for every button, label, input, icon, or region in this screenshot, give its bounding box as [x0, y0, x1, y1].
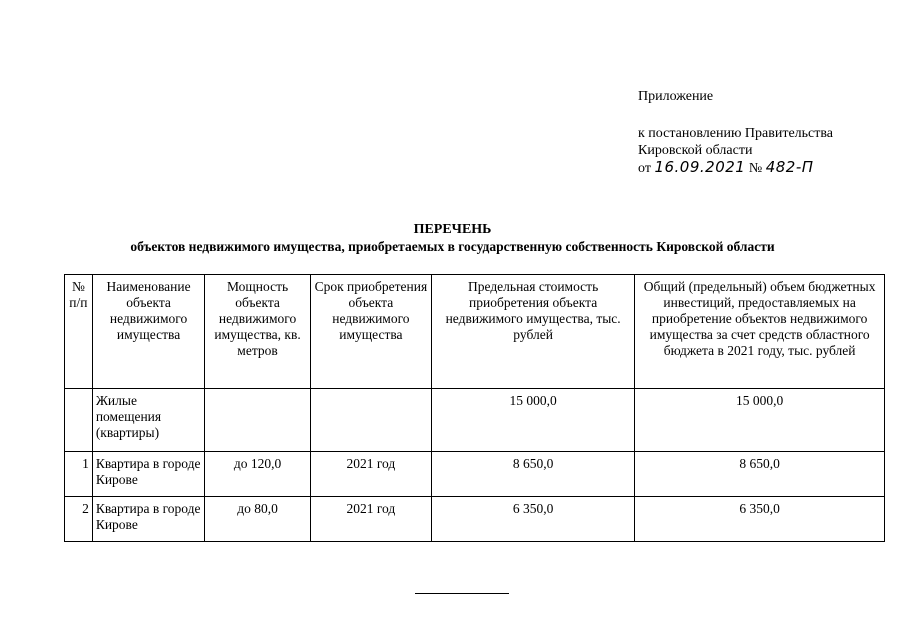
- table-row: [65, 452, 885, 497]
- document-title: [0, 221, 905, 255]
- cell-capacity: [205, 389, 311, 452]
- appendix-date-line: [638, 159, 833, 177]
- cell-name: Квартира в городе Кирове: [92, 452, 204, 497]
- cell-max-cost: 6 350,0: [431, 497, 634, 542]
- cell-number: 1: [65, 452, 93, 497]
- cell-name: Квартира в городе Кирове: [92, 497, 204, 542]
- appendix-reference-line1: к постановлению Правительства: [638, 126, 834, 141]
- appendix-reference-line2: Кировской области: [638, 143, 753, 158]
- header-number: № п/п: [65, 275, 93, 389]
- cell-number: 2: [65, 497, 93, 542]
- header-name: Наименование объекта недвижимого имущества: [92, 275, 204, 389]
- cell-max-cost: 8 650,0: [431, 452, 634, 497]
- title-main: ПЕРЕЧЕНЬ: [413, 222, 492, 237]
- header-capacity: Мощность объекта недвижимого имущества, кв. метров: [205, 275, 311, 389]
- number-sign: №: [748, 161, 763, 176]
- cell-max-cost: 15 000,0: [431, 389, 634, 452]
- cell-budget: 8 650,0: [635, 452, 885, 497]
- cell-name: Жилые помещения (квартиры): [92, 389, 204, 452]
- footer-divider: [415, 593, 509, 594]
- cell-term: 2021 год: [310, 452, 431, 497]
- cell-term: [310, 389, 431, 452]
- title-subtitle: объектов недвижимого имущества, приобретаемых в государственную собственность Кировской области: [130, 239, 775, 254]
- from-label: от: [638, 161, 651, 176]
- appendix-label: Приложение: [638, 89, 714, 104]
- cell-capacity: до 80,0: [205, 497, 311, 542]
- handwritten-date: 16.09.2021: [654, 158, 746, 176]
- table-row: [65, 497, 885, 542]
- cell-number: [65, 389, 93, 452]
- table-header-row: [65, 275, 885, 389]
- appendix-block: [638, 88, 833, 177]
- header-max-cost: Предельная стоимость приобретения объекта недвижимого имущества, тыс. рублей: [431, 275, 634, 389]
- cell-budget: 6 350,0: [635, 497, 885, 542]
- header-term: Срок приобретения объекта недвижимого имущества: [310, 275, 431, 389]
- property-list-table: [64, 274, 885, 542]
- cell-capacity: до 120,0: [205, 452, 311, 497]
- cell-term: 2021 год: [310, 497, 431, 542]
- header-budget-investment: Общий (предельный) объем бюджетных инвестиций, предоставляемых на приобретение объектов недвижимого имущества за счет средств областного бюджета в 2021 году, тыс. рублей: [635, 275, 885, 389]
- cell-budget: 15 000,0: [635, 389, 885, 452]
- table-row: [65, 389, 885, 452]
- handwritten-number: 482-П: [765, 158, 814, 176]
